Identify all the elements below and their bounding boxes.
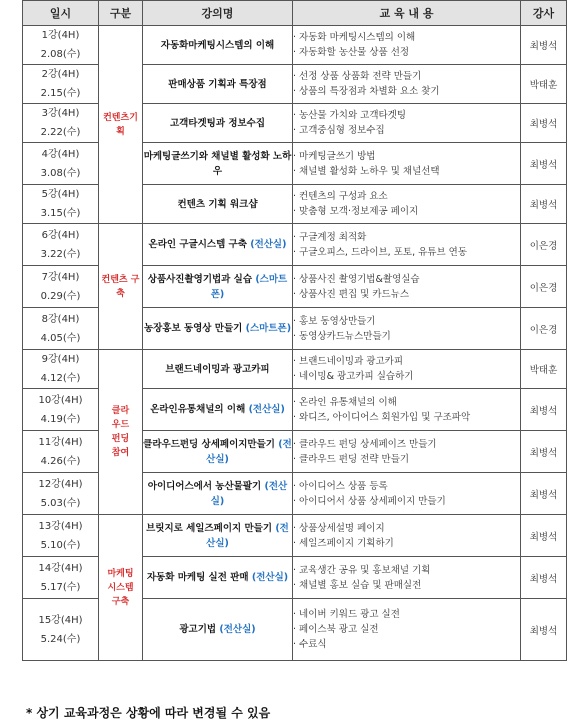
lecture-title bbox=[143, 104, 293, 143]
lecture-location: (전산실) bbox=[251, 572, 289, 583]
lecture-content bbox=[293, 224, 521, 266]
lecture-title bbox=[143, 65, 293, 104]
session-number: 1강(4H) bbox=[41, 30, 80, 41]
session-date bbox=[23, 389, 99, 431]
session-day: 5.03(수) bbox=[40, 497, 81, 509]
session-day: 3.22(수) bbox=[40, 248, 81, 260]
session-date bbox=[23, 65, 99, 104]
content-line: · 동영상카드뉴스만들기 bbox=[293, 330, 391, 342]
lecture-title bbox=[143, 599, 293, 661]
content-line: · 네이버 키워드 광고 실전 bbox=[293, 609, 400, 620]
lecture-title-text: 상품사진촬영기법과 실습 bbox=[147, 273, 253, 285]
content-line: · 상품의 특장점과 차별화 요소 찾기 bbox=[293, 86, 440, 97]
instructor-name: 최병석 bbox=[521, 515, 567, 557]
lecture-title-text: 고객타겟팅과 정보수집 bbox=[169, 117, 266, 129]
header-date: 일시 bbox=[23, 1, 99, 26]
session-number: 3강(4H) bbox=[41, 108, 80, 119]
content-line: · 온라인 유통채널의 이해 bbox=[293, 396, 397, 408]
session-number: 7강(4H) bbox=[41, 271, 80, 283]
session-day: 5.10(수) bbox=[40, 539, 81, 551]
lecture-content bbox=[293, 185, 521, 224]
schedule-body bbox=[23, 26, 567, 661]
lecture-content bbox=[293, 350, 521, 389]
content-line: · 와디즈, 아이디어스 회원가입 및 구조파악 bbox=[293, 411, 471, 423]
session-number: 14강(4H) bbox=[38, 562, 83, 574]
lecture-content bbox=[293, 599, 521, 661]
category-cell: 마케팅 시스템 구축 bbox=[99, 515, 143, 661]
lecture-title bbox=[143, 308, 293, 350]
header-row bbox=[23, 1, 567, 26]
instructor-name: 최병석 bbox=[521, 143, 567, 185]
instructor-name: 이은경 bbox=[521, 266, 567, 308]
session-day: 4.12(수) bbox=[40, 373, 81, 384]
session-day: 2.22(수) bbox=[40, 127, 81, 138]
footnote: * 상기 교육과정은 상황에 따라 변경될 수 있음 bbox=[26, 706, 271, 720]
lecture-content bbox=[293, 389, 521, 431]
session-date bbox=[23, 515, 99, 557]
instructor-name: 박태훈 bbox=[521, 65, 567, 104]
content-line: · 선정 상품 상품화 전략 만들기 bbox=[293, 71, 422, 82]
session-day: 4.05(수) bbox=[40, 332, 81, 344]
session-number: 10강(4H) bbox=[38, 394, 83, 406]
content-line: · 교육생간 공유 및 홍보채널 기획 bbox=[293, 564, 431, 576]
content-line: · 네이밍& 광고카피 실습하기 bbox=[293, 371, 414, 382]
lecture-content bbox=[293, 266, 521, 308]
session-number: 4강(4H) bbox=[41, 148, 80, 160]
session-number: 12강(4H) bbox=[38, 478, 83, 490]
lecture-content bbox=[293, 65, 521, 104]
lecture-location: (전산실) bbox=[210, 480, 288, 507]
instructor-name: 최병석 bbox=[521, 185, 567, 224]
lecture-title bbox=[143, 185, 293, 224]
session-day: 3.15(수) bbox=[40, 208, 81, 219]
lecture-location: (스마트폰) bbox=[245, 323, 292, 334]
content-line: · 고객중심형 정보수집 bbox=[293, 125, 385, 136]
instructor-name: 이은경 bbox=[521, 308, 567, 350]
session-date bbox=[23, 473, 99, 515]
session-date bbox=[23, 104, 99, 143]
lecture-title-text: 클라우드펀딩 상세페이지만들기 bbox=[143, 438, 275, 450]
category-cell: 컨텐츠기 획 bbox=[99, 26, 143, 224]
lecture-title-text: 마케팅글쓰기와 채널별 활성화 노하우 bbox=[143, 150, 292, 177]
content-line: · 수료식 bbox=[293, 639, 327, 650]
session-date bbox=[23, 350, 99, 389]
lecture-content bbox=[293, 26, 521, 65]
lecture-title bbox=[143, 431, 293, 473]
content-line: · 세일즈페이지 기획하기 bbox=[293, 537, 394, 549]
category-cell: 컨텐츠 구 축 bbox=[99, 224, 143, 350]
lecture-title bbox=[143, 26, 293, 65]
instructor-name: 이은경 bbox=[521, 224, 567, 266]
content-line: · 아이디어스 상품 등록 bbox=[293, 480, 388, 492]
content-line: · 컨텐츠의 구성과 요소 bbox=[293, 191, 388, 202]
content-line: · 상품사진 편집 및 카드뉴스 bbox=[293, 288, 410, 300]
session-number: 5강(4H) bbox=[41, 189, 80, 200]
instructor-name: 최병석 bbox=[521, 26, 567, 65]
instructor-name: 최병석 bbox=[521, 473, 567, 515]
lecture-title-text: 컨텐츠 기획 워크샵 bbox=[177, 198, 258, 210]
lecture-content bbox=[293, 308, 521, 350]
session-day: 2.15(수) bbox=[40, 88, 81, 99]
session-day: 5.17(수) bbox=[40, 581, 81, 593]
lecture-content bbox=[293, 104, 521, 143]
content-line: · 페이스북 광고 실전 bbox=[293, 624, 379, 635]
content-line: · 농산물 가치와 고객타겟팅 bbox=[293, 110, 407, 121]
lecture-title-text: 농장홍보 동영상 만들기 bbox=[143, 323, 243, 334]
lecture-content bbox=[293, 515, 521, 557]
session-date bbox=[23, 266, 99, 308]
session-date bbox=[23, 557, 99, 599]
content-line: · 채널별 활성화 노하우 및 채널선택 bbox=[293, 165, 440, 177]
session-date bbox=[23, 308, 99, 350]
header-title: 강의명 bbox=[143, 1, 293, 26]
session-date bbox=[23, 26, 99, 65]
table-row bbox=[23, 350, 567, 389]
lecture-title bbox=[143, 473, 293, 515]
content-line: · 채널별 홍보 실습 및 판매실전 bbox=[293, 579, 422, 591]
lecture-title-text: 자동화 마케팅 실전 판매 bbox=[146, 572, 249, 583]
session-number: 11강(4H) bbox=[38, 436, 83, 448]
session-day: 3.08(수) bbox=[40, 167, 81, 179]
lecture-title bbox=[143, 224, 293, 266]
session-day: 5.24(수) bbox=[40, 633, 81, 645]
content-line: · 브랜드네이밍과 광고카피 bbox=[293, 356, 404, 367]
lecture-content bbox=[293, 431, 521, 473]
lecture-location: (스마트폰) bbox=[210, 273, 288, 300]
lecture-title bbox=[143, 389, 293, 431]
session-date bbox=[23, 431, 99, 473]
instructor-name: 최병석 bbox=[521, 431, 567, 473]
content-line: · 클라우드 펀딩 전략 만들기 bbox=[293, 453, 410, 465]
content-line: · 홍보 동영상만들기 bbox=[293, 315, 376, 327]
category-cell: 클라 우드 펀딩 참여 bbox=[99, 350, 143, 515]
content-line: · 맞춤형 모객·정보제공 페이지 bbox=[293, 206, 419, 217]
lecture-title-text: 판매상품 기획과 특장점 bbox=[168, 78, 267, 90]
lecture-title bbox=[143, 266, 293, 308]
content-line: · 클라우드 펀딩 상세페이즈 만들기 bbox=[293, 438, 437, 450]
content-line: · 상품상세설명 페이지 bbox=[293, 522, 385, 534]
session-date bbox=[23, 185, 99, 224]
session-number: 6강(4H) bbox=[41, 229, 80, 241]
instructor-name: 최병석 bbox=[521, 389, 567, 431]
content-line: · 구글계정 최적화 bbox=[293, 231, 367, 243]
lecture-location: (전산실) bbox=[248, 404, 285, 415]
session-number: 9강(4H) bbox=[41, 354, 80, 365]
table-row bbox=[23, 515, 567, 557]
content-line: · 상품사진 촬영기법&촬영실습 bbox=[293, 273, 420, 285]
header-content: 교 육 내 용 bbox=[293, 1, 521, 26]
lecture-title-text: 온라인 구글시스템 구축 bbox=[148, 239, 247, 250]
table-row bbox=[23, 224, 567, 266]
content-line: · 구글오피스, 드라이브, 포토, 유튜브 연동 bbox=[293, 246, 468, 258]
session-day: 2.08(수) bbox=[40, 49, 81, 60]
lecture-title bbox=[143, 143, 293, 185]
session-date bbox=[23, 224, 99, 266]
session-date bbox=[23, 143, 99, 185]
instructor-name: 최병석 bbox=[521, 557, 567, 599]
instructor-name: 최병석 bbox=[521, 104, 567, 143]
session-number: 15강(4H) bbox=[38, 614, 83, 626]
lecture-content bbox=[293, 143, 521, 185]
session-number: 2강(4H) bbox=[41, 69, 80, 80]
lecture-content bbox=[293, 557, 521, 599]
lecture-title-text: 아이디어스에서 농산물팔기 bbox=[147, 480, 262, 492]
lecture-title-text: 광고기법 bbox=[179, 624, 217, 635]
lecture-title bbox=[143, 350, 293, 389]
content-line: · 아이디어서 상품 상세페이지 만들기 bbox=[293, 495, 446, 507]
session-number: 8강(4H) bbox=[41, 313, 80, 325]
lecture-location: (전산실) bbox=[206, 438, 292, 465]
lecture-title bbox=[143, 515, 293, 557]
lecture-title-text: 브랜드네이밍과 광고카피 bbox=[165, 363, 270, 375]
header-category: 구분 bbox=[99, 1, 143, 26]
lecture-content bbox=[293, 473, 521, 515]
session-day: 4.19(수) bbox=[40, 413, 81, 425]
content-line: · 자동화 마케팅시스템의 이해 bbox=[293, 32, 416, 43]
lecture-location: (전산실) bbox=[206, 522, 289, 549]
schedule-table bbox=[22, 0, 567, 661]
lecture-location: (전산실) bbox=[219, 624, 256, 635]
session-number: 13강(4H) bbox=[38, 520, 83, 532]
lecture-title-text: 온라인유통채널의 이해 bbox=[150, 404, 246, 415]
instructor-name: 최병석 bbox=[521, 599, 567, 661]
header-instructor: 강사 bbox=[521, 1, 567, 26]
instructor-name: 박태훈 bbox=[521, 350, 567, 389]
session-day: 0.29(수) bbox=[40, 290, 81, 302]
content-line: · 마케팅글쓰기 방법 bbox=[293, 150, 376, 162]
lecture-title-text: 자동화마케팅시스템의 이해 bbox=[160, 39, 275, 51]
content-line: · 자동화할 농산물 상품 선정 bbox=[293, 47, 410, 58]
lecture-location: (전산실) bbox=[250, 239, 287, 250]
table-row bbox=[23, 26, 567, 65]
lecture-title-text: 브릿지로 세일즈페이지 만들기 bbox=[146, 522, 273, 534]
lecture-title bbox=[143, 557, 293, 599]
session-day: 4.26(수) bbox=[40, 455, 81, 467]
session-date bbox=[23, 599, 99, 661]
